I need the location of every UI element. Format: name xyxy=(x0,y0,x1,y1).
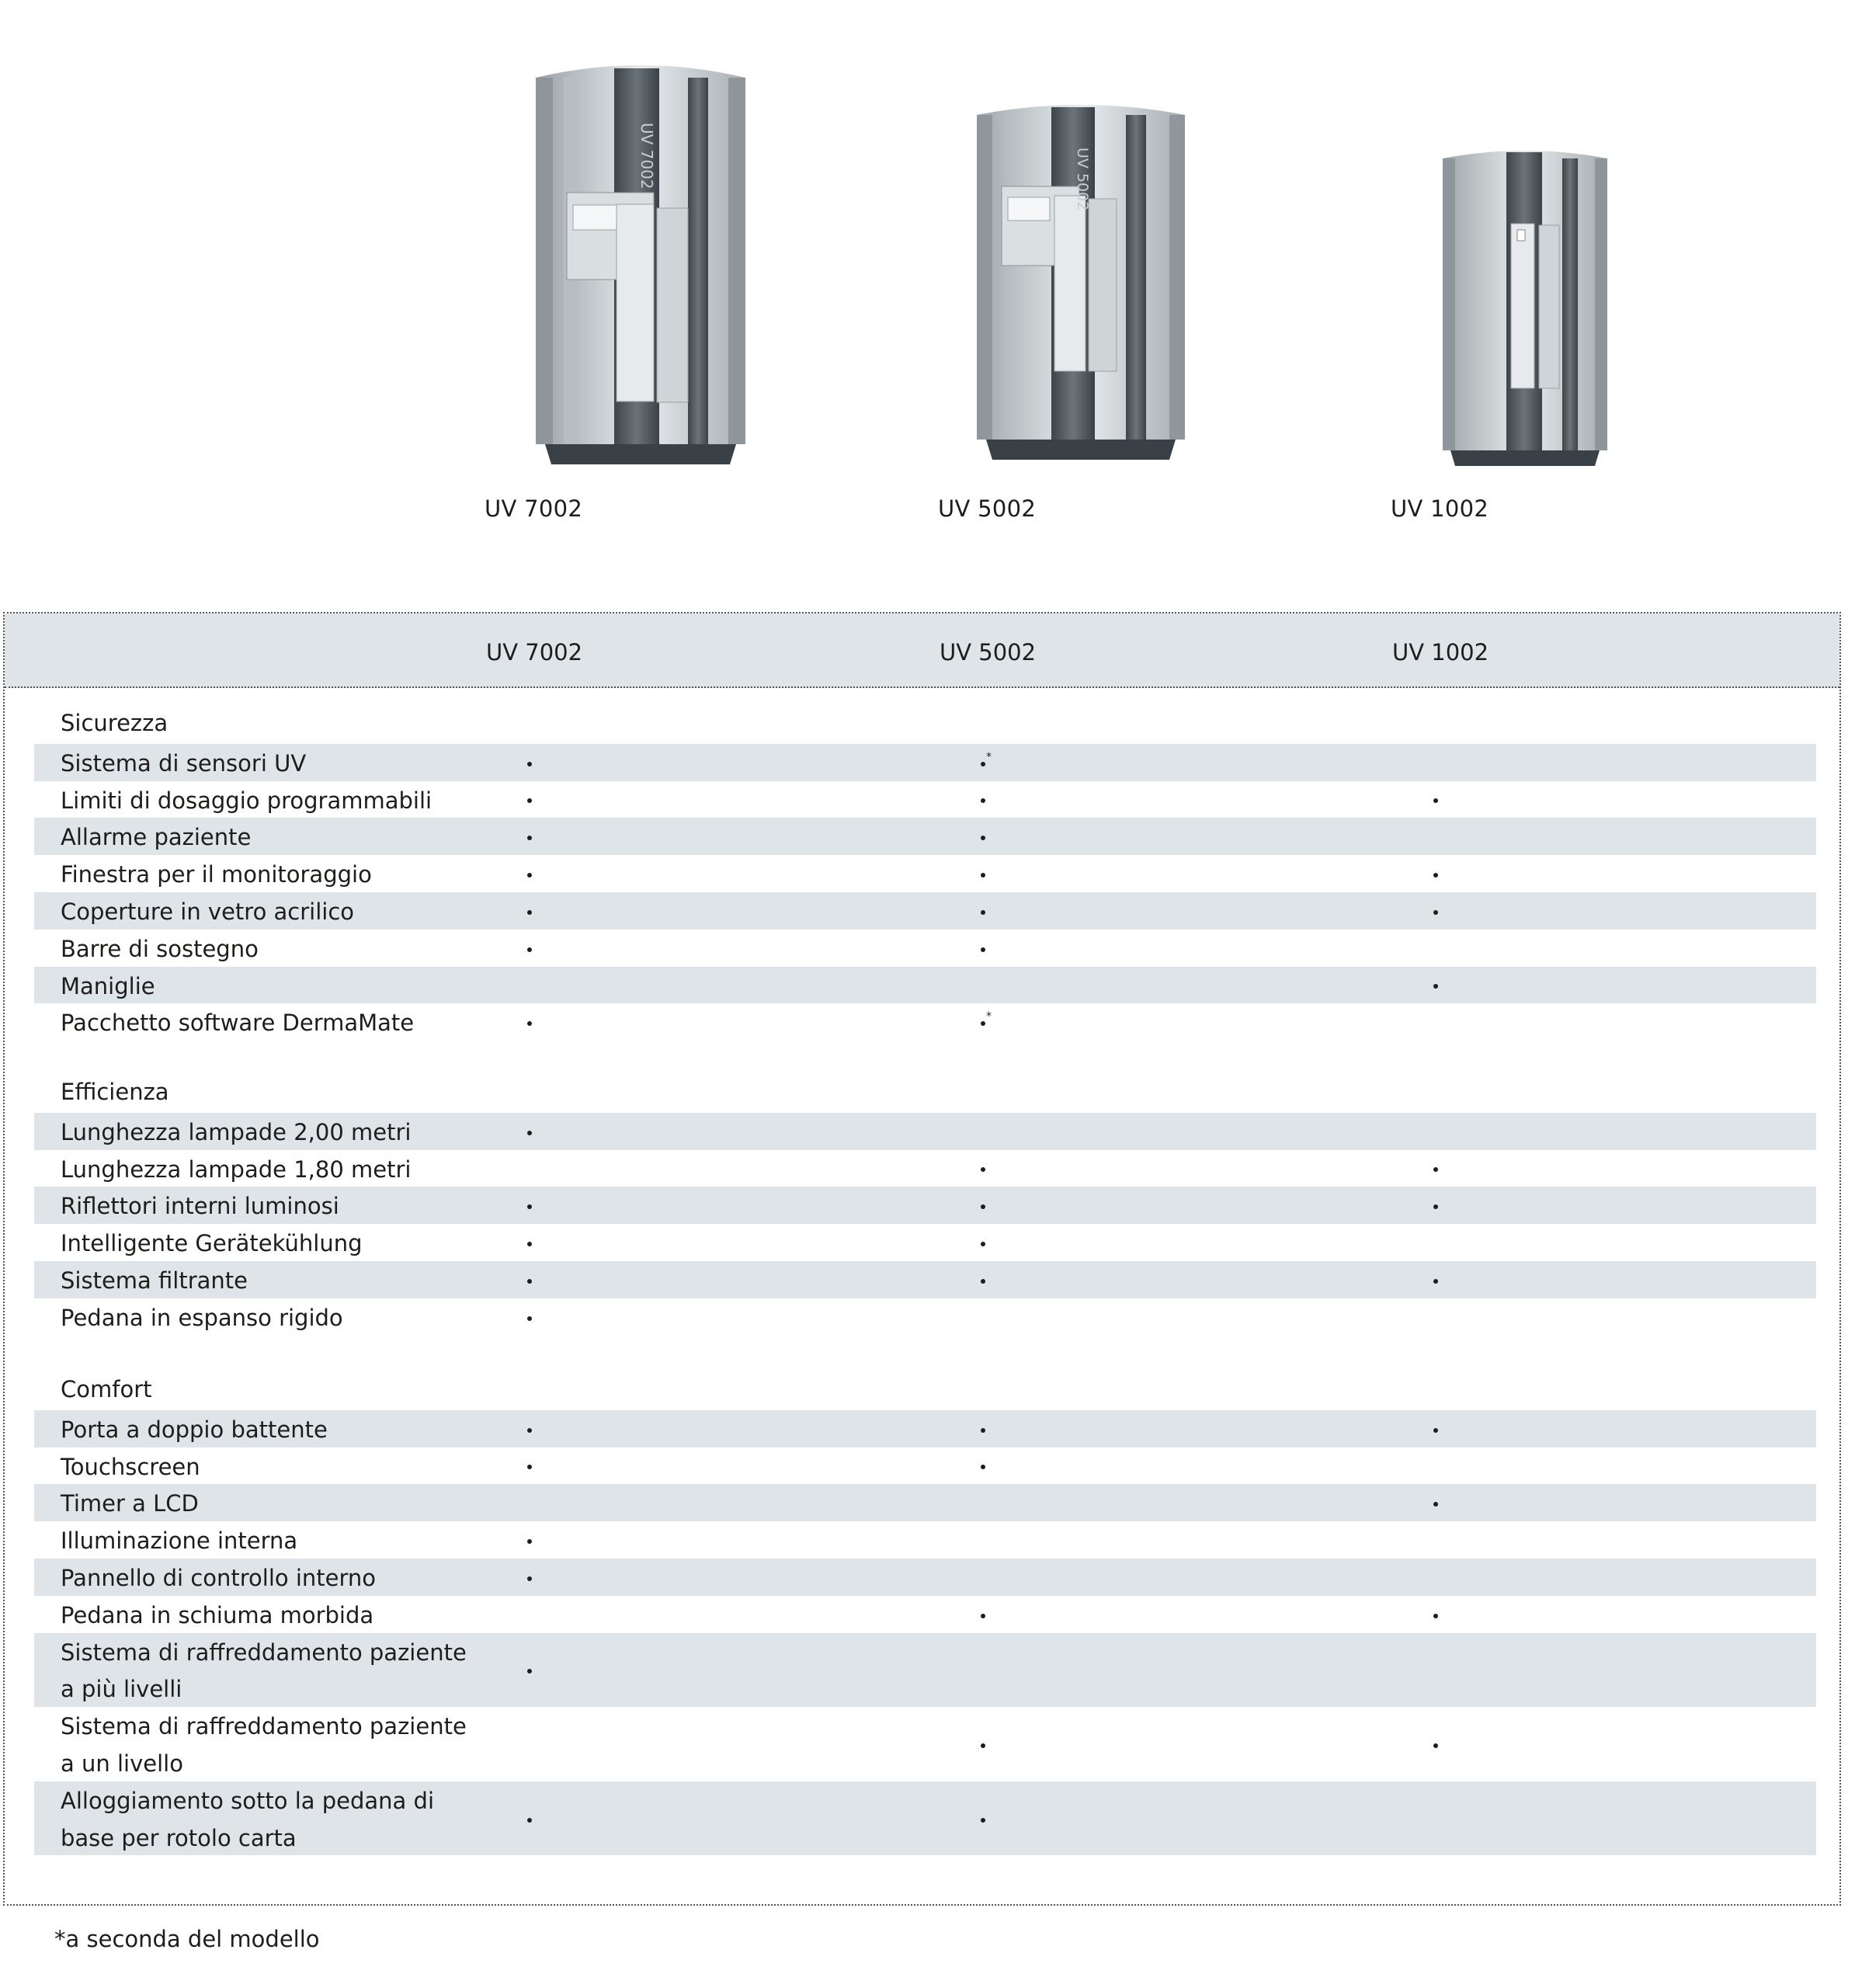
feature-dot xyxy=(527,1316,532,1321)
row-label: Barre di sostegno xyxy=(61,935,259,962)
feature-dot xyxy=(1433,1428,1438,1433)
feature-dot xyxy=(981,873,985,878)
feature-dot xyxy=(981,762,985,766)
uv5002-housing-mark: UV 5002 xyxy=(1074,148,1091,211)
row-label: Maniglie xyxy=(61,972,155,999)
table-row xyxy=(34,1298,1816,1336)
feature-dot xyxy=(981,1021,985,1026)
feature-dot xyxy=(981,1743,985,1748)
section-title: Sicurezza xyxy=(61,710,168,736)
row-label: Sistema di raffreddamento paziente xyxy=(61,1639,467,1666)
feature-dot xyxy=(527,1818,532,1823)
table-row xyxy=(34,1559,1816,1596)
column-header-uv5002: UV 5002 xyxy=(940,639,1037,666)
feature-dot xyxy=(981,947,985,952)
table-row xyxy=(34,1410,1816,1448)
table-row xyxy=(34,1521,1816,1559)
table-row xyxy=(34,744,1816,781)
row-label: Lunghezza lampade 1,80 metri xyxy=(61,1156,412,1183)
row-label: Illuminazione interna xyxy=(61,1527,298,1555)
footnote-asterisk: * xyxy=(986,750,992,763)
feature-dot xyxy=(1433,1167,1438,1172)
row-label: Timer a LCD xyxy=(61,1490,199,1517)
feature-dot xyxy=(1433,1279,1438,1284)
feature-dot xyxy=(981,1818,985,1823)
feature-dot xyxy=(527,1131,532,1135)
table-row xyxy=(34,1781,1816,1856)
row-label: Sistema di raffreddamento paziente xyxy=(61,1713,467,1740)
table-row xyxy=(34,892,1816,930)
feature-dot xyxy=(527,798,532,803)
feature-dot xyxy=(981,1242,985,1246)
row-label: Lunghezza lampade 2,00 metri xyxy=(61,1118,412,1145)
comparison-table xyxy=(3,612,1841,1906)
feature-dot xyxy=(527,1021,532,1026)
product-label-uv7002: UV 7002 xyxy=(485,495,583,522)
feature-dot xyxy=(1433,910,1438,915)
row-label: Sistema di sensori UV xyxy=(61,749,307,777)
feature-dot xyxy=(981,1614,985,1618)
product-image-uv7002 xyxy=(533,61,749,469)
feature-dot xyxy=(527,1242,532,1246)
row-label: a più livelli xyxy=(61,1676,182,1703)
feature-dot xyxy=(981,1279,985,1284)
feature-dot xyxy=(1433,798,1438,803)
row-label: Limiti di dosaggio programmabili xyxy=(61,787,432,814)
feature-dot xyxy=(527,910,532,915)
row-label: Pedana in espanso rigido xyxy=(61,1304,343,1331)
row-label: Finestra per il monitoraggio xyxy=(61,861,372,888)
table-row xyxy=(34,781,1816,818)
table-row xyxy=(34,1448,1816,1485)
table-header xyxy=(5,613,1839,688)
table-row xyxy=(34,1224,1816,1261)
row-label: Touchscreen xyxy=(61,1453,200,1480)
column-header-uv1002: UV 1002 xyxy=(1392,639,1489,666)
feature-dot xyxy=(1433,1614,1438,1618)
section-title: Efficienza xyxy=(61,1079,169,1105)
table-row xyxy=(34,930,1816,967)
table-row xyxy=(34,1261,1816,1298)
table-row xyxy=(34,967,1816,1004)
row-label: Pedana in schiuma morbida xyxy=(61,1601,374,1628)
feature-dot xyxy=(1433,984,1438,989)
feature-dot xyxy=(1433,1743,1438,1748)
feature-dot xyxy=(981,798,985,803)
table-row xyxy=(34,1484,1816,1521)
feature-dot xyxy=(981,1167,985,1172)
feature-dot xyxy=(981,910,985,915)
feature-dot xyxy=(527,1428,532,1433)
uv7002-housing-mark: UV 7002 xyxy=(637,123,656,189)
row-label: Porta a doppio battente xyxy=(61,1416,328,1443)
product-label-uv1002: UV 1002 xyxy=(1391,495,1489,522)
row-label: Intelligente Gerätekühlung xyxy=(61,1230,363,1257)
table-row xyxy=(34,818,1816,855)
table-row xyxy=(34,1113,1816,1150)
row-label: Sistema filtrante xyxy=(61,1267,248,1294)
table-row xyxy=(34,1150,1816,1187)
product-label-uv5002: UV 5002 xyxy=(938,495,1037,522)
feature-dot xyxy=(1433,1502,1438,1507)
feature-dot xyxy=(527,836,532,840)
row-label: Allarme paziente xyxy=(61,824,252,851)
row-label: Pacchetto software DermaMate xyxy=(61,1010,415,1037)
row-label: Alloggiamento sotto la pedana di xyxy=(61,1787,435,1814)
feature-dot xyxy=(981,836,985,840)
column-header-uv7002: UV 7002 xyxy=(486,639,583,666)
feature-dot xyxy=(527,1539,532,1544)
product-image-uv5002 xyxy=(974,101,1188,463)
table-row xyxy=(34,1707,1816,1781)
section-title: Comfort xyxy=(61,1376,152,1402)
feature-dot xyxy=(527,1669,532,1673)
table-row xyxy=(34,855,1816,892)
row-label: Riflettori interni luminosi xyxy=(61,1193,339,1220)
row-label: Pannello di controllo interno xyxy=(61,1565,377,1591)
row-label: a un livello xyxy=(61,1750,183,1777)
feature-dot xyxy=(527,1576,532,1581)
table-row xyxy=(34,1003,1816,1041)
table-row xyxy=(34,1596,1816,1633)
feature-dot xyxy=(527,1204,532,1209)
feature-dot xyxy=(1433,1204,1438,1209)
feature-dot xyxy=(527,762,532,766)
footnote-asterisk: * xyxy=(986,1010,992,1024)
feature-dot xyxy=(527,873,532,878)
feature-dot xyxy=(527,947,532,952)
table-row xyxy=(34,1187,1816,1224)
feature-dot xyxy=(981,1465,985,1469)
table-row xyxy=(34,1633,1816,1708)
feature-dot xyxy=(527,1279,532,1284)
feature-dot xyxy=(981,1204,985,1209)
feature-dot xyxy=(1433,873,1438,878)
row-label: Coperture in vetro acrilico xyxy=(61,898,355,925)
footnote: *a seconda del modello xyxy=(54,1926,320,1952)
feature-dot xyxy=(527,1465,532,1469)
row-label: base per rotolo carta xyxy=(61,1824,297,1851)
feature-dot xyxy=(981,1428,985,1433)
product-image-uv1002 xyxy=(1440,148,1610,467)
